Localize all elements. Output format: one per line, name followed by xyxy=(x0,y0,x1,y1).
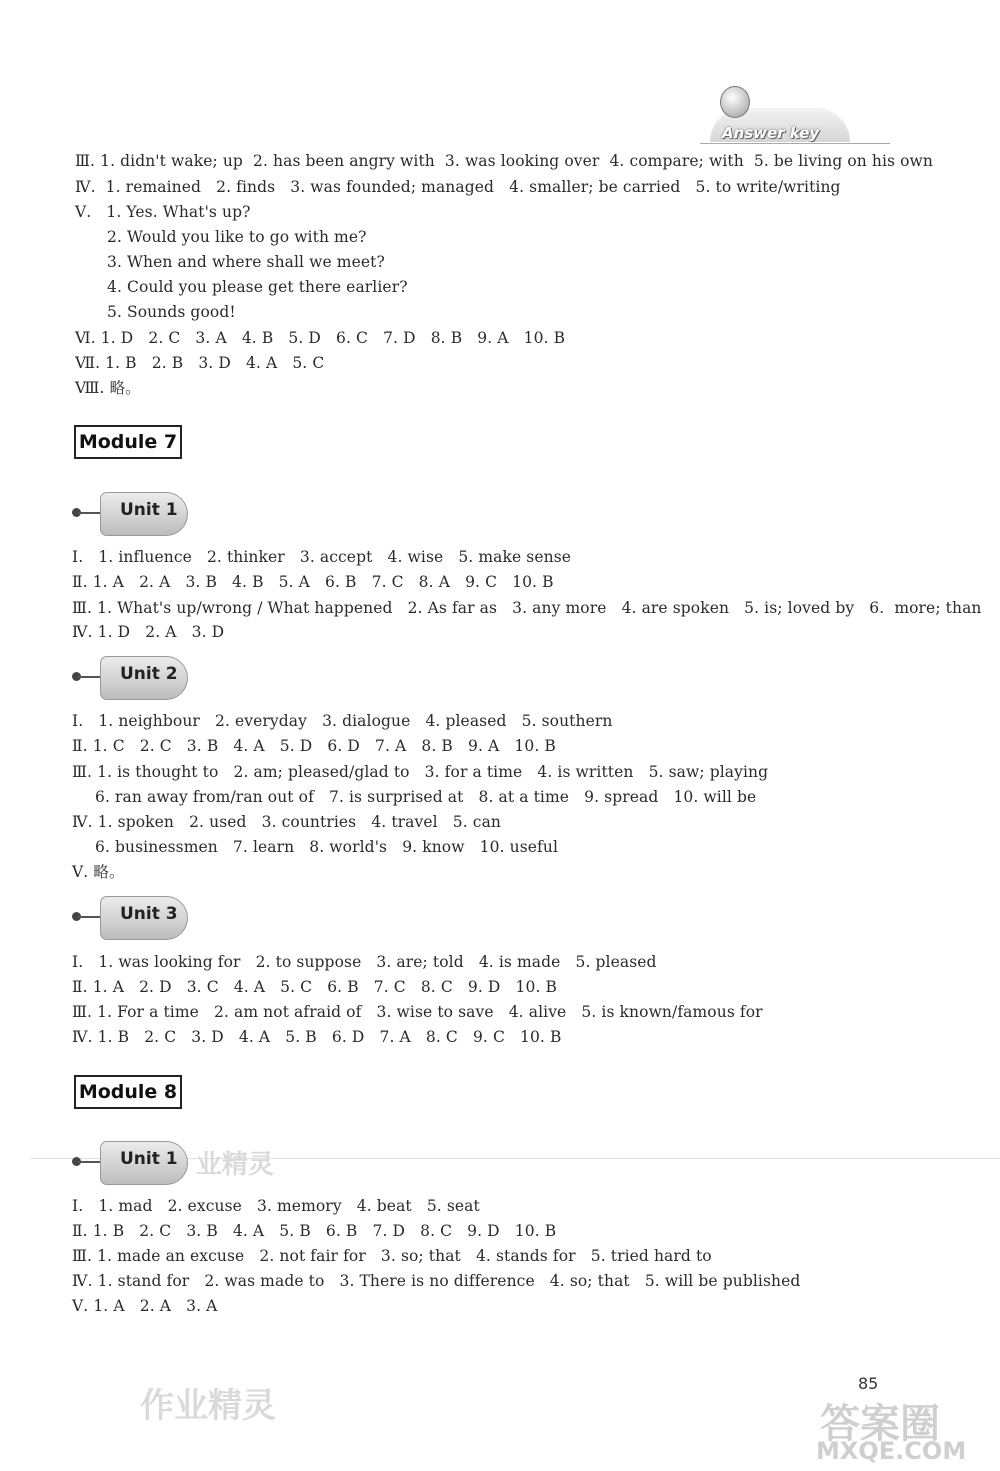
answer-line: Ⅰ. 1. was looking for 2. to suppose 3. are; told 4. is made 5. pleased xyxy=(72,953,657,971)
answer-line: 4. Could you please get there earlier? xyxy=(107,278,408,296)
answer-line: Ⅳ. 1. stand for 2. was made to 3. There is no difference 4. so; that 5. will be published xyxy=(72,1272,801,1290)
answer-key-badge xyxy=(700,78,850,148)
answer-line: Ⅰ. 1. neighbour 2. everyday 3. dialogue 4. pleased 5. southern xyxy=(72,712,613,730)
unit-1-tag xyxy=(70,1139,200,1185)
unit-label: Unit 2 xyxy=(120,664,178,684)
answer-line: Ⅰ. 1. mad 2. excuse 3. memory 4. beat 5. seat xyxy=(72,1197,480,1215)
module-7-heading: Module 7 xyxy=(74,425,182,459)
answer-line: Ⅲ. 1. For a time 2. am not afraid of 3. wise to save 4. alive 5. is known/famous for xyxy=(72,1003,763,1021)
answer-line: Ⅲ. 1. What's up/wrong / What happened 2. As far as 3. any more 4. are spoken 5. is; loved by 6. more; than xyxy=(72,599,982,617)
unit-label: Unit 1 xyxy=(120,1149,178,1169)
answer-line: 6. businessmen 7. learn 8. world's 9. know 10. useful xyxy=(95,838,559,856)
answer-line: Ⅳ. 1. spoken 2. used 3. countries 4. travel 5. can xyxy=(72,813,501,831)
answer-line: Ⅰ. 1. influence 2. thinker 3. accept 4. wise 5. make sense xyxy=(72,548,572,566)
answer-line: Ⅷ. 略。 xyxy=(75,379,141,397)
answer-line: Ⅲ. 1. made an excuse 2. not fair for 3. so; that 4. stands for 5. tried hard to xyxy=(72,1247,712,1265)
answer-line: Ⅵ. 1. D 2. C 3. A 4. B 5. D 6. C 7. D 8. B 9. A 10. B xyxy=(75,329,566,347)
watermark-right: 答案圈 xyxy=(820,1401,940,1447)
answer-line: Ⅱ. 1. C 2. C 3. B 4. A 5. D 6. D 7. A 8. B 9. A 10. B xyxy=(72,737,556,755)
answer-line: Ⅶ. 1. B 2. B 3. D 4. A 5. C xyxy=(75,354,325,372)
answer-line: Ⅲ. 1. didn't wake; up 2. has been angry with 3. was looking over 4. compare; with 5. be living on his own xyxy=(75,152,934,170)
answer-line: Ⅴ. 1. Yes. What's up? xyxy=(75,203,251,221)
unit-3-tag xyxy=(70,894,200,940)
answer-line: Ⅱ. 1. A 2. D 3. C 4. A 5. C 6. B 7. C 8. C 9. D 10. B xyxy=(72,978,557,996)
answer-line: Ⅳ. 1. B 2. C 3. D 4. A 5. B 6. D 7. A 8. C 9. C 10. B xyxy=(72,1028,562,1046)
page-number: 85 xyxy=(858,1374,879,1393)
unit-label: Unit 3 xyxy=(120,904,178,924)
answer-line: Ⅳ. 1. D 2. A 3. D xyxy=(72,623,225,641)
badge-text: Answer key xyxy=(722,124,820,142)
watermark-left: 作业精灵 xyxy=(140,1386,276,1426)
answer-line: 2. Would you like to go with me? xyxy=(107,228,367,246)
unit-1-tag xyxy=(70,490,200,536)
answer-line: Ⅴ. 略。 xyxy=(72,863,125,881)
module-8-heading: Module 8 xyxy=(74,1075,182,1109)
answer-line: Ⅳ. 1. remained 2. finds 3. was founded; managed 4. smaller; be carried 5. to write/writing xyxy=(75,178,841,196)
watermark-url: MXQE.COM xyxy=(816,1437,967,1465)
unit-label: Unit 1 xyxy=(120,500,178,520)
answer-line: Ⅱ. 1. A 2. A 3. B 4. B 5. A 6. B 7. C 8. A 9. C 10. B xyxy=(72,573,554,591)
answer-line: Ⅱ. 1. B 2. C 3. B 4. A 5. B 6. B 7. D 8. C 9. D 10. B xyxy=(72,1222,557,1240)
answer-line: 3. When and where shall we meet? xyxy=(107,253,385,271)
unit-2-tag xyxy=(70,654,200,700)
watermark-mid: 业精灵 xyxy=(196,1150,275,1180)
answer-line: Ⅲ. 1. is thought to 2. am; pleased/glad to 3. for a time 4. is written 5. saw; playing xyxy=(72,763,769,781)
answer-line: 6. ran away from/ran out of 7. is surprised at 8. at a time 9. spread 10. will be xyxy=(95,788,757,806)
lightbulb-icon xyxy=(720,86,750,118)
answer-line: 5. Sounds good! xyxy=(107,303,236,321)
header-divider xyxy=(700,143,890,144)
answer-line: Ⅴ. 1. A 2. A 3. A xyxy=(72,1297,218,1315)
